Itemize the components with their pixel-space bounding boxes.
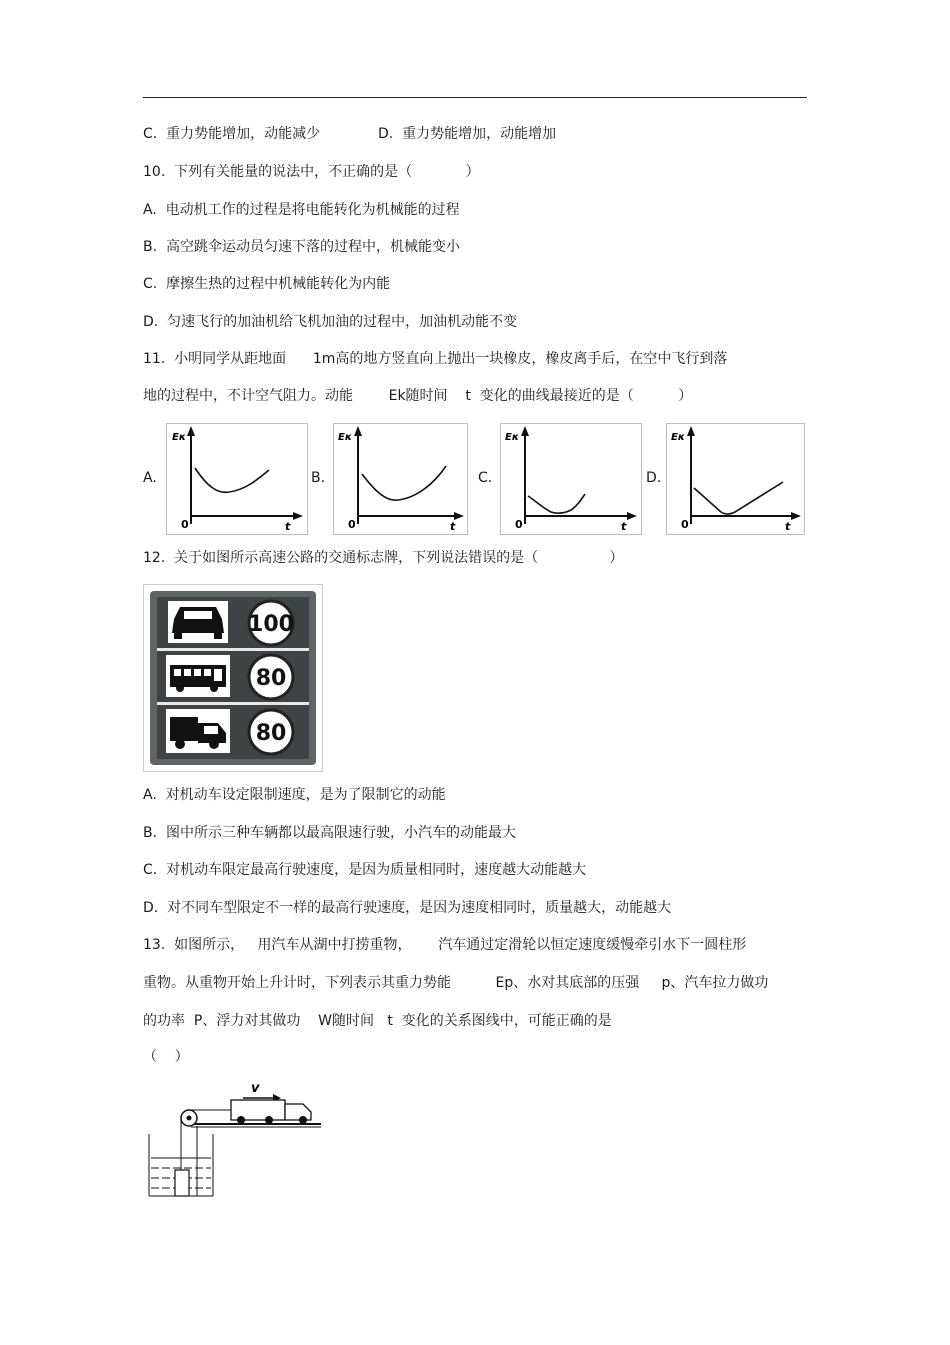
speed-limit-80-bus: 80 <box>255 666 287 691</box>
q11-graph-d-origin: 0 <box>681 518 689 531</box>
q12-option-a: A. 对机动车设定限制速度，是为了限制它的动能 <box>143 787 446 803</box>
q9-option-d: D. 重力势能增加，动能增加 <box>378 126 557 142</box>
q11-graph-a-label: A. <box>143 470 157 486</box>
q11-graph-a-origin: 0 <box>181 518 189 531</box>
q11-graph-a-curve <box>195 468 269 492</box>
q12-stem: 12. 关于如图所示高速公路的交通标志牌，下列说法错误的是（ ） <box>143 550 624 566</box>
q11-graph-c <box>500 423 642 535</box>
q10-option-d: D. 匀速飞行的加油机给飞机加油的过程中，加油机动能不变 <box>143 314 518 330</box>
q11-graph-c-label: C. <box>478 470 493 486</box>
q11-graph-a <box>166 423 308 535</box>
q11-graph-d <box>666 423 805 535</box>
q12-option-b: B. 图中所示三种车辆都以最高限速行驶，小汽车的动能最大 <box>143 825 516 841</box>
q11-graph-a-xlabel: t <box>285 520 291 533</box>
q11-graph-c-curve <box>528 494 585 513</box>
q12-option-d: D. 对不同车型限定不一样的最高行驶速度，是因为速度相同时，质量越大，动能越大 <box>143 900 672 916</box>
q10-stem: 10. 下列有关能量的说法中，不正确的是（ ） <box>143 164 480 180</box>
q11-stem-line1: 11. 小明同学从距地面 1m高的地方竖直向上抛出一块橡皮，橡皮离手后，在空中飞行到落 <box>143 351 728 367</box>
q11-graph-a-ylabel: Eκ <box>172 432 186 443</box>
q10-option-b: B. 高空跳伞运动员匀速下落的过程中，机械能变小 <box>143 239 460 255</box>
q11-graph-c-ylabel: Eκ <box>505 432 519 443</box>
speed-limit-100: 100 <box>248 612 294 637</box>
q11-graph-d-xlabel: t <box>785 520 791 533</box>
q11-stem-line2: 地的过程中，不计空气阻力。动能 Ek随时间 t 变化的曲线最接近的是（ ） <box>143 388 693 404</box>
q9-option-c: C. 重力势能增加，动能减少 <box>143 126 321 142</box>
bus-icon <box>166 655 230 697</box>
speed-limit-80-truck: 80 <box>255 721 287 746</box>
q13-stem-line2: 重物。从重物开始上升计时，下列表示其重力势能 Ep、水对其底部的压强 p、汽车拉力做功 <box>143 975 769 991</box>
speed-limit-sign <box>143 584 323 772</box>
q11-graph-c-xlabel: t <box>621 520 627 533</box>
q11-graph-b <box>333 423 468 535</box>
q12-option-c: C. 对机动车限定最高行驶速度，是因为质量相同时，速度越大动能越大 <box>143 862 587 878</box>
q13-stem-line1: 13. 如图所示， 用汽车从湖中打捞重物， 汽车通过定滑轮以恒定速度缓慢牵引水下一圆柱形 <box>143 937 747 953</box>
pulley-truck-figure <box>143 1078 323 1198</box>
q11-graph-d-label: D. <box>646 470 662 486</box>
q13-stem-line3: 的功率 P、浮力对其做功 W随时间 t 变化的关系图线中，可能正确的是 <box>143 1013 612 1029</box>
q13-stem-line4: （ ） <box>143 1049 189 1065</box>
q11-graph-b-origin: 0 <box>348 518 356 531</box>
q11-graph-b-xlabel: t <box>450 520 456 533</box>
q10-option-a: A. 电动机工作的过程是将电能转化为机械能的过程 <box>143 202 460 218</box>
car-icon <box>168 601 228 643</box>
velocity-label: v <box>251 1081 260 1096</box>
q11-graph-c-origin: 0 <box>515 518 523 531</box>
q11-graph-b-label: B. <box>311 470 326 486</box>
q11-graph-d-ylabel: Eκ <box>671 432 685 443</box>
q11-graph-b-curve <box>362 466 446 500</box>
truck-icon <box>166 709 230 753</box>
q10-option-c: C. 摩擦生热的过程中机械能转化为内能 <box>143 276 391 292</box>
q11-graph-d-curve <box>694 482 783 514</box>
q11-graph-b-ylabel: Eκ <box>338 432 352 443</box>
top-rule <box>143 97 807 98</box>
